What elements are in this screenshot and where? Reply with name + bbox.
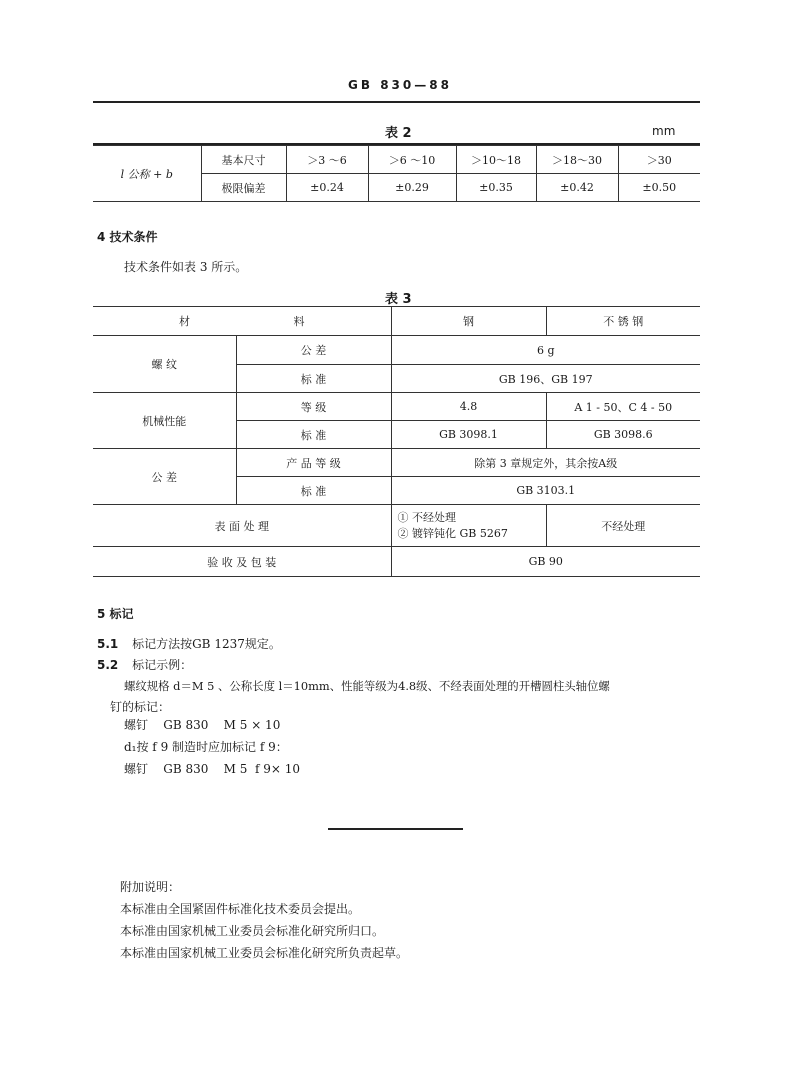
thread-standard-value: GB 196、GB 197 — [391, 365, 700, 393]
table3-stainless-header: 不 锈 钢 — [546, 307, 700, 336]
example-line-1: 螺纹规格 d＝M 5 、公称长度 l＝10mm、性能等级为4.8级、不经表面处理的开槽圆柱头轴位螺 — [124, 679, 610, 693]
table2-row-label: l 公称 + b — [93, 146, 201, 202]
document-code: GB 830—88 — [348, 78, 452, 92]
product-grade-value: 除第 3 章规定外，其余按A级 — [391, 449, 700, 477]
section4-text: 技术条件如表 3 所示。 — [124, 260, 248, 274]
section5-title: 5 标记 — [97, 607, 134, 621]
surface-steel — [391, 505, 546, 547]
product-grade-label: 产 品 等 级 — [236, 449, 391, 477]
f9-note: d₁按 f 9 制造时应加标记 f 9： — [124, 740, 288, 754]
notes-title: 附加说明： — [120, 880, 181, 894]
table2-size-cell: ＞30 — [618, 146, 700, 174]
mech-standard-steel: GB 3098.1 — [391, 421, 546, 449]
table2-tolerance-cell: ±0.35 — [456, 174, 536, 202]
table3-steel-header: 钢 — [391, 307, 546, 336]
table2-unit: mm — [652, 124, 676, 138]
tolerance-standard-value: GB 3103.1 — [391, 477, 700, 505]
surface-stainless: 不经处理 — [546, 505, 700, 547]
acceptance-label: 验 收 及 包 装 — [93, 547, 391, 577]
table2-tolerance-label: 极限偏差 — [201, 174, 286, 202]
notes-line-1: 本标准由全国紧固件标准化技术委员会提出。 — [120, 902, 361, 916]
marking-example-2: 螺钉 GB 830 M 5 f 9× 10 — [124, 762, 301, 776]
table2-tolerance-cell: ±0.42 — [536, 174, 618, 202]
table2-tolerance-cell: ±0.50 — [618, 174, 700, 202]
clause-5-2 — [97, 656, 192, 673]
table3-material-header — [93, 307, 391, 336]
material-char-1: 材 — [179, 315, 190, 328]
header-rule — [93, 101, 700, 103]
clause-5-1-number: 5.1 — [97, 637, 119, 651]
additional-notes — [120, 876, 408, 964]
mech-standard-label: 标 准 — [236, 421, 391, 449]
clause-5-1-text: 标记方法按GB 1237规定。 — [132, 637, 281, 651]
clause-5-2-text: 标记示例： — [132, 658, 193, 672]
table2 — [93, 145, 700, 202]
surface-steel-option-2: ② 镀锌钝化 GB 5267 — [397, 526, 508, 540]
thread-tolerance-value: 6 g — [391, 336, 700, 365]
clause-5-2-number: 5.2 — [97, 658, 119, 672]
notes-line-3: 本标准由国家机械工业委员会标准化研究所负责起草。 — [120, 946, 409, 960]
example-line-2: 钉的标记： — [110, 700, 171, 714]
thread-tolerance-label: 公 差 — [236, 336, 391, 365]
thread-label: 螺 纹 — [93, 336, 236, 393]
mech-grade-steel: 4.8 — [391, 393, 546, 421]
end-divider — [328, 828, 463, 830]
table2-tolerance-cell: ±0.24 — [286, 174, 368, 202]
acceptance-value: GB 90 — [391, 547, 700, 577]
surface-steel-option-1: ① 不经处理 — [397, 510, 456, 524]
table2-size-cell: ＞6 ～10 — [368, 146, 456, 174]
table2-tolerance-cell: ±0.29 — [368, 174, 456, 202]
mech-grade-stainless: A 1 - 50、C 4 - 50 — [546, 393, 700, 421]
marking-example-1: 螺钉 GB 830 M 5 × 10 — [124, 718, 281, 732]
thread-standard-label: 标 准 — [236, 365, 391, 393]
table2-size-cell: ＞18～30 — [536, 146, 618, 174]
table2-size-label: 基本尺寸 — [201, 146, 286, 174]
mech-label: 机械性能 — [93, 393, 236, 449]
material-char-2: 料 — [293, 315, 305, 328]
clause-5-1 — [97, 635, 281, 652]
surface-label: 表 面 处 理 — [93, 505, 391, 547]
table3-caption: 表 3 — [385, 292, 412, 307]
tolerance-standard-label: 标 准 — [236, 477, 391, 505]
mech-grade-label: 等 级 — [236, 393, 391, 421]
table2-caption: 表 2 — [385, 126, 412, 141]
mech-standard-stainless: GB 3098.6 — [546, 421, 700, 449]
table3 — [93, 306, 700, 577]
table2-size-cell: ＞10～18 — [456, 146, 536, 174]
notes-line-2: 本标准由国家机械工业委员会标准化研究所归口。 — [120, 924, 385, 938]
table2-size-cell: ＞3 ～6 — [286, 146, 368, 174]
tolerance-label: 公 差 — [93, 449, 236, 505]
section4-title: 4 技术条件 — [97, 230, 158, 244]
